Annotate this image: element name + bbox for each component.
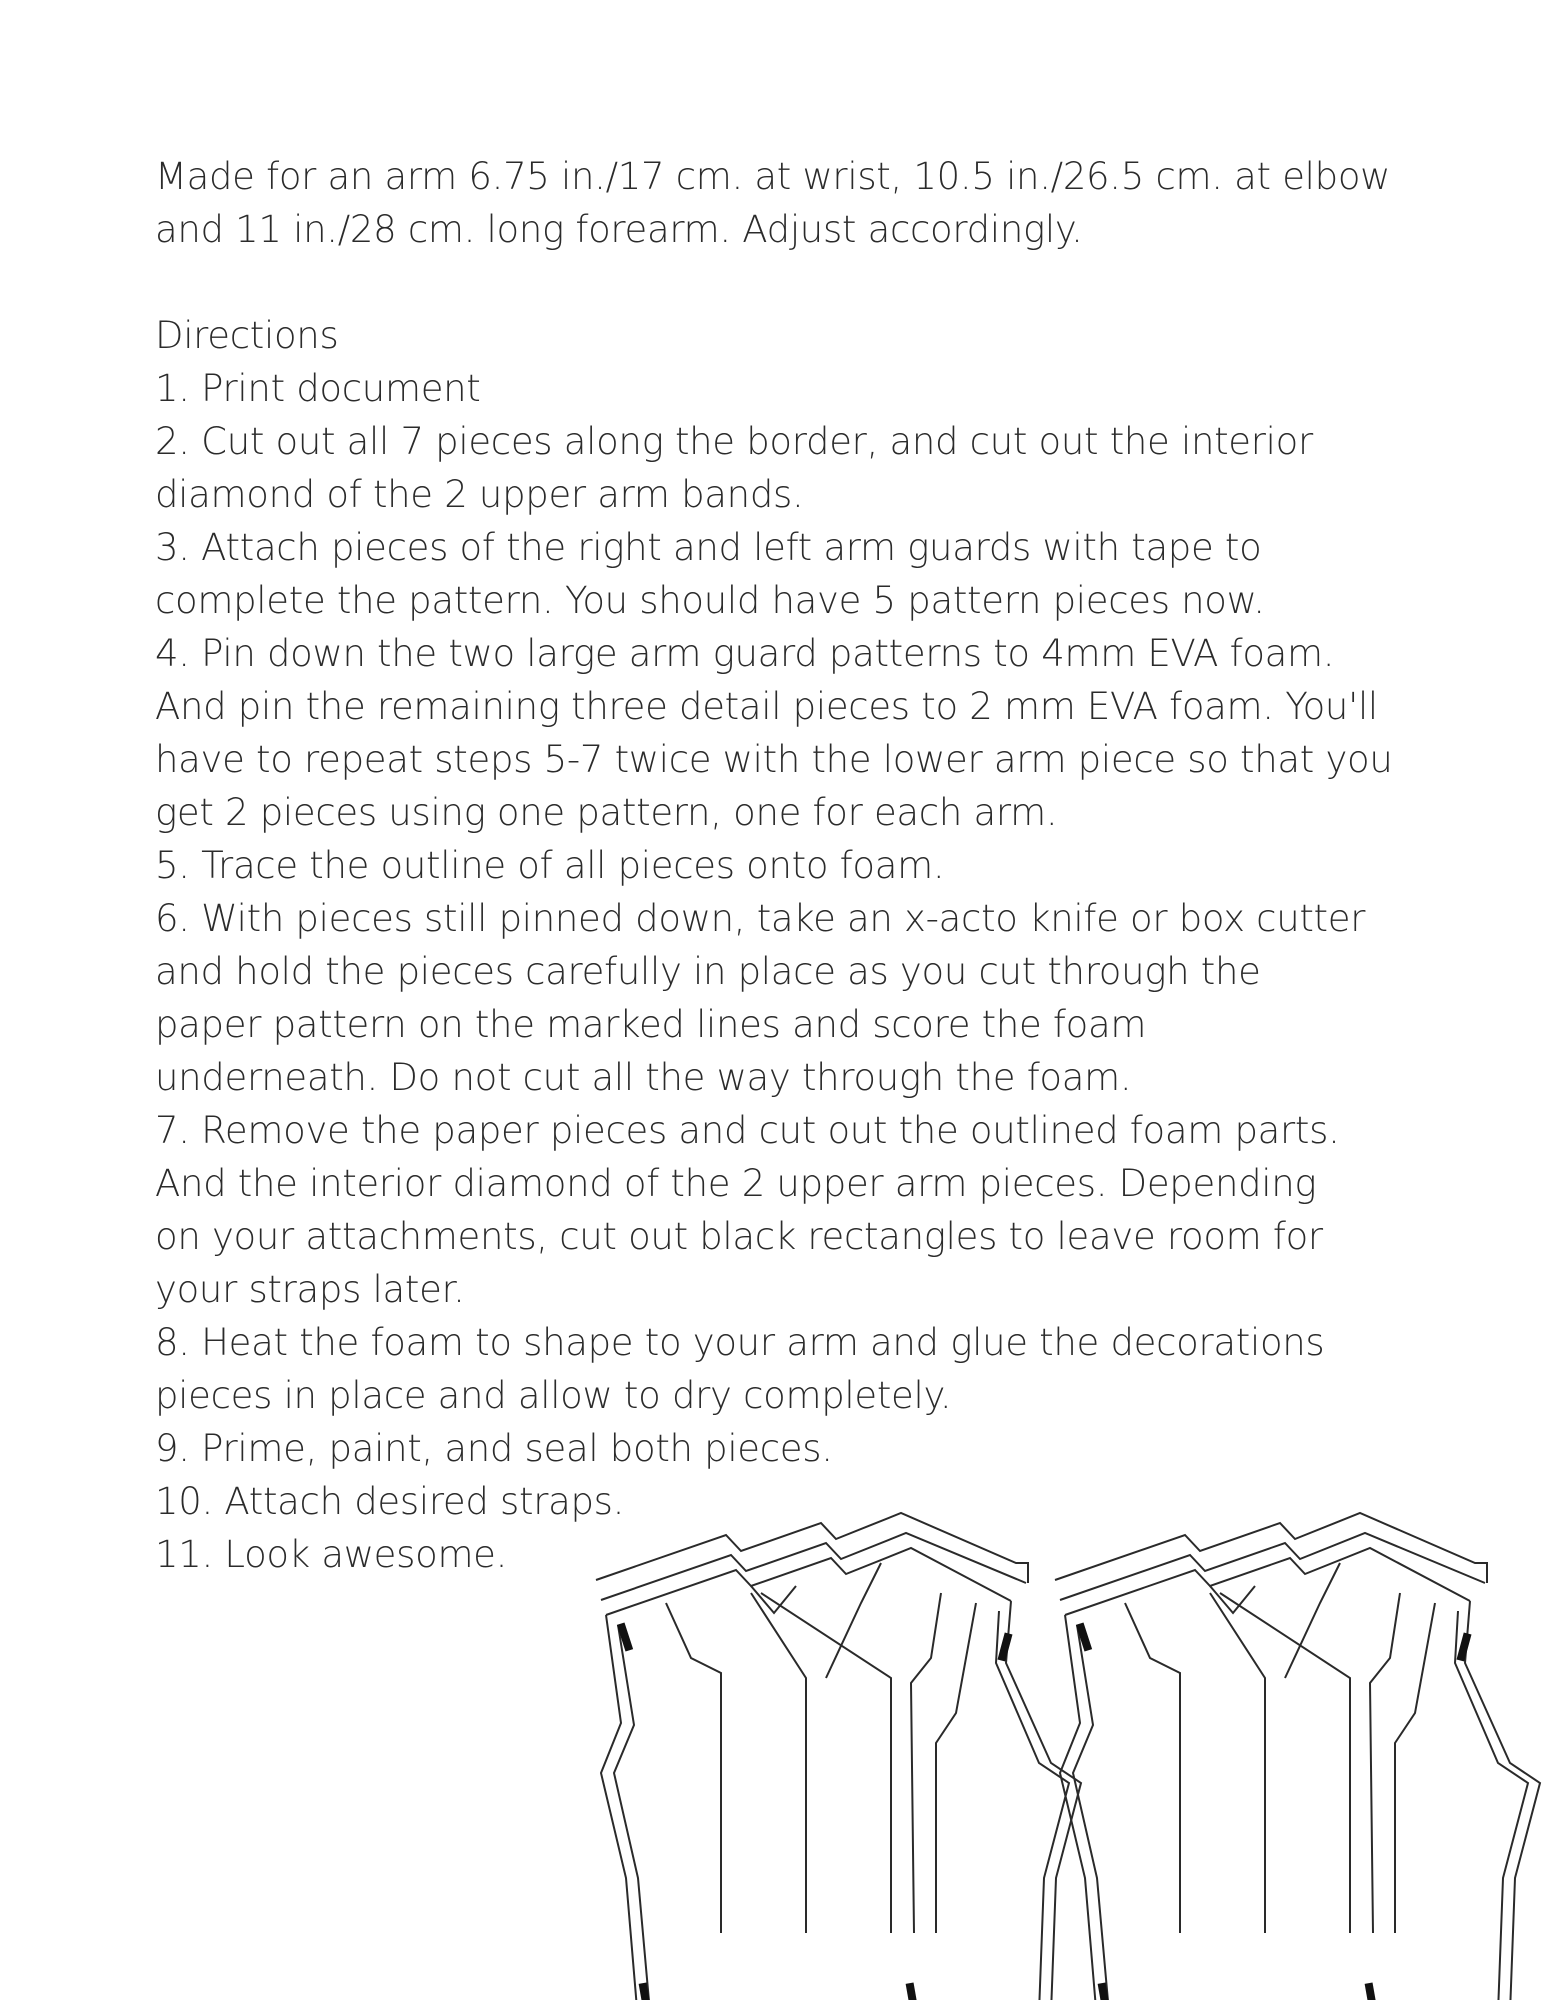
step-3: 3. Attach pieces of the right and left arm guards with tape to complete the pattern. You should have 5 pattern pieces now. — [155, 526, 1265, 622]
intro-paragraph: Made for an arm 6.75 in./17 cm. at wrist, 10.5 in./26.5 cm. at elbow and 11 in./28 cm. long forearm. Adjust accordingly. — [155, 155, 1391, 251]
step-9: 9. Prime, paint, and seal both pieces. — [155, 1427, 833, 1470]
left-arm-guard-pattern — [596, 1513, 1081, 2000]
step-7: 7. Remove the paper pieces and cut out the outlined foam parts. And the interior diamond of the 2 upper arm pieces. Depending on your attachments, cut out black rectangles to leave room for your straps later. — [155, 1109, 1340, 1311]
step-10: 10. Attach desired straps. — [155, 1480, 625, 1523]
step-8: 8. Heat the foam to shape to your arm and glue the decorations pieces in place and allow to dry completely. — [155, 1321, 1325, 1417]
step-2: 2. Cut out all 7 pieces along the border, and cut out the interior diamond of the 2 upper arm bands. — [155, 420, 1313, 516]
directions-heading: Directions — [155, 314, 339, 357]
step-4: 4. Pin down the two large arm guard patterns to 4mm EVA foam. And pin the remaining three detail pieces to 2 mm EVA foam. You'll have to repeat steps 5-7 twice with the lower arm piece so that you get 2 pieces using one pattern, one for each arm. — [155, 632, 1393, 834]
step-5: 5. Trace the outline of all pieces onto foam. — [155, 844, 945, 887]
step-11: 11. Look awesome. — [155, 1533, 508, 1576]
step-6: 6. With pieces still pinned down, take an x-acto knife or box cutter and hold the pieces carefully in place as you cut through the paper pattern on the marked lines and score the foam underneath. Do not cut all the way through the foam. — [155, 897, 1366, 1099]
right-arm-guard-pattern — [1055, 1513, 1540, 2000]
step-1: 1. Print document — [155, 367, 481, 410]
